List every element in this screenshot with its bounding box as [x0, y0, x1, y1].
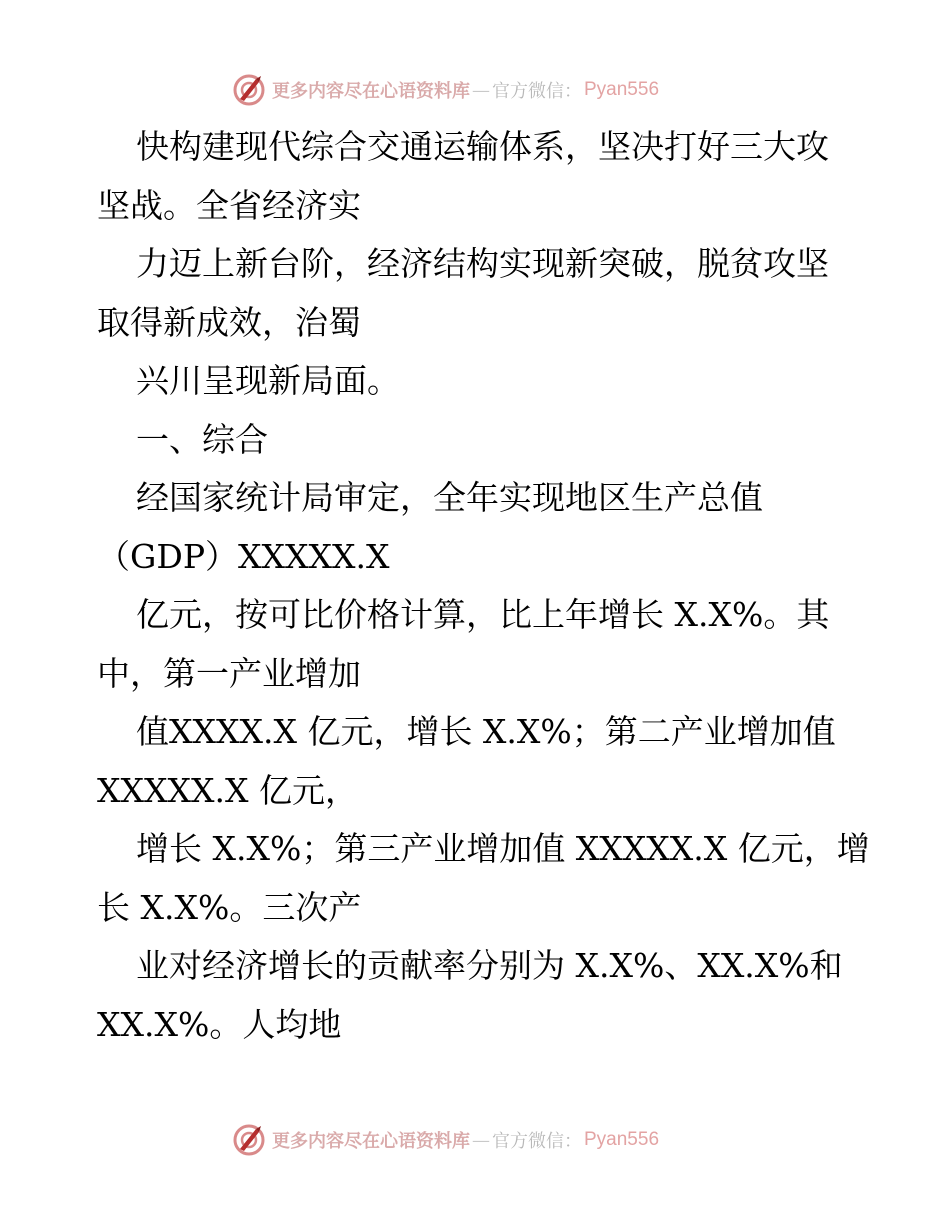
text-line: 中，第一产业增加 — [97, 653, 361, 693]
watermark-suffix: 官方微信： — [492, 1131, 582, 1152]
text-line: 值XXXX.X 亿元，增长 X.X%；第二产业增加值 — [136, 712, 836, 751]
header-watermark — [232, 72, 659, 108]
text-line: 业对经济增长的贡献率分别为 X.X%、XX.X%和 — [136, 946, 843, 985]
text-line: 快构建现代综合交通运输体系，坚决打好三大攻 — [136, 127, 829, 166]
watermark-wechat-id: Pyan556 — [584, 79, 660, 100]
text-line: XXXXX.X 亿元， — [97, 770, 358, 810]
watermark-logo-icon — [232, 1123, 266, 1157]
text-line: 经国家统计局审定，全年实现地区生产总值 — [136, 478, 763, 517]
section-heading: 一、综合 — [136, 419, 268, 459]
watermark-suffix: 官方微信： — [492, 81, 582, 102]
text-line: 兴川呈现新局面。 — [136, 361, 400, 400]
text-line: 取得新成效，治蜀 — [97, 302, 361, 342]
watermark-wechat-id: Pyan556 — [584, 1129, 660, 1150]
footer-watermark — [232, 1122, 659, 1158]
text-line: 力迈上新台阶，经济结构实现新突破，脱贫攻坚 — [136, 244, 829, 283]
watermark-separator: — — [472, 79, 490, 101]
watermark-text: 更多内容尽在心语资料库 — [272, 1131, 470, 1152]
watermark-text: 更多内容尽在心语资料库 — [272, 81, 470, 102]
text-line: 长 X.X%。三次产 — [97, 887, 362, 927]
watermark-logo-icon — [232, 73, 266, 107]
text-line: 增长 X.X%；第三产业增加值 XXXXX.X 亿元，增 — [136, 829, 870, 868]
text-line: 亿元，按可比价格计算，比上年增长 X.X%。其 — [136, 595, 830, 634]
text-line: 坚战。全省经济实 — [97, 185, 361, 225]
watermark-separator: — — [472, 1129, 490, 1151]
text-line: XX.X%。人均地 — [97, 1004, 342, 1044]
text-line: （GDP）XXXXX.X — [97, 536, 390, 576]
document-body — [97, 118, 870, 1054]
